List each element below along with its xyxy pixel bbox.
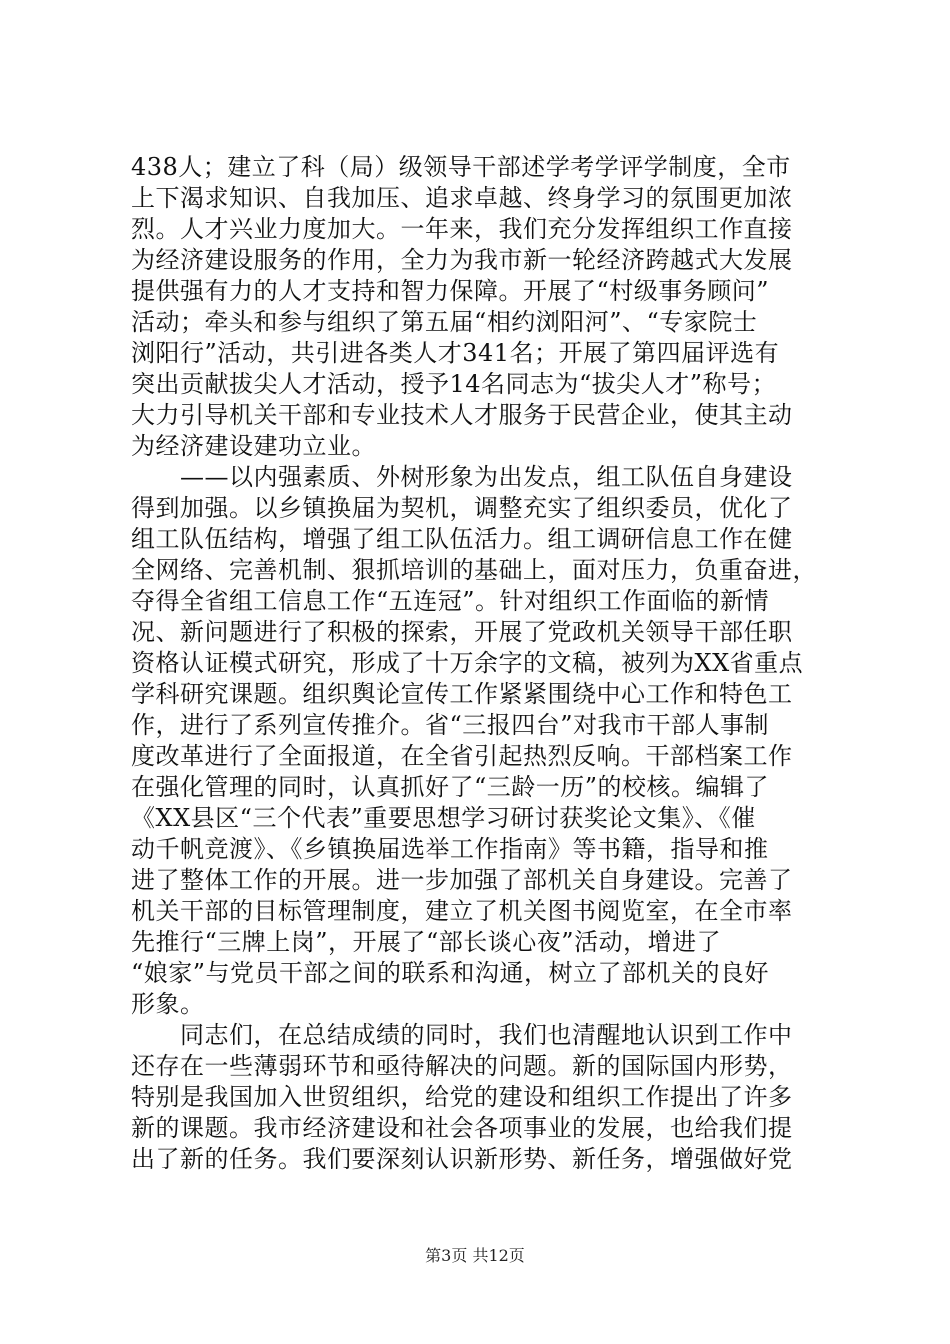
text-line: 先推行“三牌上岗”，开展了“部长谈心夜”活动，增进了 bbox=[131, 928, 722, 956]
text-line: 进了整体工作的开展。进一步加强了部机关自身建设。完善了 bbox=[131, 866, 793, 894]
text-line: 出了新的任务。我们要深刻认识新形势、新任务，增强做好党 bbox=[131, 1145, 793, 1173]
page-number: 第3页 共12页 bbox=[425, 1246, 525, 1265]
text-line: 特别是我国加入世贸组织，给党的建设和组织工作提出了许多 bbox=[131, 1083, 793, 1111]
text-line: 为经济建设服务的作用，全力为我市新一轮经济跨越式大发展 bbox=[131, 246, 793, 274]
text-line: 提供强有力的人才支持和智力保障。开展了“村级事务顾问” bbox=[131, 277, 770, 305]
text-line: 上下渴求知识、自我加压、追求卓越、终身学习的氛围更加浓 bbox=[131, 184, 793, 212]
text-line: 形象。 bbox=[131, 990, 205, 1018]
text-line: 突出贡献拔尖人才活动，授予14名同志为“拔尖人才”称号； bbox=[131, 370, 777, 398]
text-line: 为经济建设建功立业。 bbox=[131, 432, 376, 460]
text-line: 新的课题。我市经济建设和社会各项事业的发展，也给我们提 bbox=[131, 1114, 793, 1142]
text-line: 438人；建立了科（局）级领导干部述学考学评学制度，全市 bbox=[131, 153, 791, 181]
text-line: 资格认证模式研究，形成了十万余字的文稿，被列为XX省重点 bbox=[131, 649, 804, 677]
text-line: 得到加强。以乡镇换届为契机，调整充实了组织委员，优化了 bbox=[131, 494, 793, 522]
text-line: 在强化管理的同时，认真抓好了“三龄一历”的校核。编辑了 bbox=[131, 773, 770, 801]
text-line: “娘家”与党员干部之间的联系和沟通，树立了部机关的良好 bbox=[131, 959, 770, 987]
text-line: 机关干部的目标管理制度，建立了机关图书阅览室，在全市率 bbox=[131, 897, 793, 925]
text-line: 烈。人才兴业力度加大。一年来，我们充分发挥组织工作直接 bbox=[131, 215, 793, 243]
text-line: 同志们，在总结成绩的同时，我们也清醒地认识到工作中 bbox=[131, 1021, 793, 1049]
text-line: 全网络、完善机制、狠抓培训的基础上，面对压力，负重奋进， bbox=[131, 556, 817, 584]
text-line: ——以内强素质、外树形象为出发点，组工队伍自身建设 bbox=[131, 463, 793, 491]
text-line: 学科研究课题。组织舆论宣传工作紧紧围绕中心工作和特色工 bbox=[131, 680, 793, 708]
text-line: 况、新问题进行了积极的探索，开展了党政机关领导干部任职 bbox=[131, 618, 793, 646]
text-line: 动千帆竞渡》、《乡镇换届选举工作指南》等书籍，指导和推 bbox=[131, 835, 769, 863]
text-line: 度改革进行了全面报道，在全省引起热烈反响。干部档案工作 bbox=[131, 742, 793, 770]
text-line: 浏阳行”活动，共引进各类人才341名；开展了第四届评选有 bbox=[131, 339, 780, 367]
text-line: 《XX县区“三个代表”重要思想学习研讨获奖论文集》、《催 bbox=[131, 804, 756, 832]
body-text bbox=[131, 152, 831, 1175]
text-line: 作，进行了系列宣传推介。省“三报四台”对我市干部人事制 bbox=[131, 711, 770, 739]
text-line: 还存在一些薄弱环节和亟待解决的问题。新的国际国内形势， bbox=[131, 1052, 793, 1080]
text-line: 夺得全省组工信息工作“五连冠”。针对组织工作面临的新情 bbox=[131, 587, 770, 615]
text-line: 活动；牵头和参与组织了第五届“相约浏阳河”、“专家院士 bbox=[131, 308, 758, 336]
page-footer bbox=[0, 1246, 950, 1266]
text-line: 大力引导机关干部和专业技术人才服务于民营企业，使其主动 bbox=[131, 401, 793, 429]
text-line: 组工队伍结构，增强了组工队伍活力。组工调研信息工作在健 bbox=[131, 525, 793, 553]
